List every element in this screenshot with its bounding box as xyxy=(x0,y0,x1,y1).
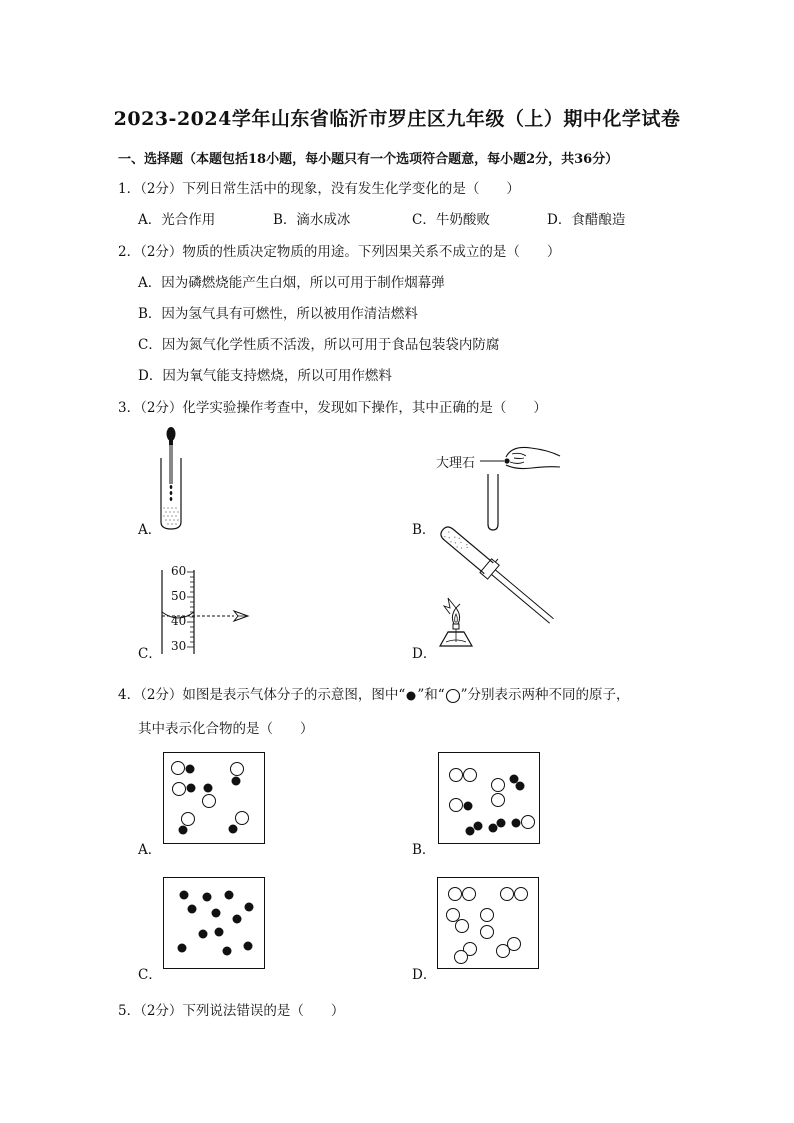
figure-3d-label: D． xyxy=(412,646,437,662)
option-4c-label: C． xyxy=(138,967,162,983)
question-1-option-c: C．牛奶酸败 xyxy=(412,212,490,228)
scale-tick-60: 60 xyxy=(171,564,187,578)
option-4a-label: A． xyxy=(138,842,162,858)
question-1-option-d: D．食醋酿造 xyxy=(547,212,626,228)
marble-label: 大理石 xyxy=(436,456,476,471)
scale-tick-50: 50 xyxy=(171,589,187,603)
question-4-stem-part2: ”和“ xyxy=(417,687,445,703)
molecule-box-a xyxy=(163,752,265,844)
molecule-box-b xyxy=(438,752,540,844)
figure-3b-hand-and-tube xyxy=(476,440,566,532)
figure-3a-label: A． xyxy=(138,522,162,538)
question-1-stem: 1．（2分）下列日常生活中的现象，没有发生化学变化的是（ ） xyxy=(118,181,520,197)
figure-3a-dropper-in-tube xyxy=(150,426,200,532)
scale-tick-40: 40 xyxy=(171,614,187,628)
question-4-stem-part1: 4．（2分）如图是表示气体分子的示意图，图中“ xyxy=(118,687,406,703)
white-atom-icon xyxy=(445,688,461,704)
figure-3b-label: B． xyxy=(412,522,436,538)
molecule-box-d xyxy=(437,877,539,969)
question-2-option-b: B．因为氢气具有可燃性，所以被用作清洁燃料 xyxy=(138,306,418,322)
question-4-stem xyxy=(118,683,630,704)
question-3-stem: 3．（2分）化学实验操作考查中，发现如下操作，其中正确的是（ ） xyxy=(118,400,547,416)
question-1-option-b: B．滴水成冰 xyxy=(273,212,351,228)
molecule-box-c xyxy=(163,877,265,969)
question-2-option-a: A．因为磷燃烧能产生白烟，所以可用于制作烟幕弹 xyxy=(138,275,445,291)
question-5-stem: 5．（2分）下列说法错误的是（ ） xyxy=(118,1003,345,1019)
option-4b-label: B． xyxy=(412,842,436,858)
question-4-stem-part3: ”分别表示两种不同的原子， xyxy=(460,687,630,703)
question-4-stem-line2: 其中表示化合物的是（ ） xyxy=(138,721,314,737)
figure-3c-label: C． xyxy=(138,646,162,662)
question-2-option-c: C．因为氮气化学性质不活泼，所以可用于食品包装袋内防腐 xyxy=(138,337,500,353)
question-2-stem: 2．（2分）物质的性质决定物质的用途。下列因果关系不成立的是（ ） xyxy=(118,244,561,260)
black-atom-icon xyxy=(405,690,417,702)
option-4d-label: D． xyxy=(412,967,437,983)
scale-tick-30: 30 xyxy=(171,639,187,653)
figure-3d-heating-tube xyxy=(428,552,558,662)
section-heading: 一、选择题（本题包括18小题，每小题只有一个选项符合题意，每小题2分，共36分） xyxy=(118,152,619,167)
question-2-option-d: D．因为氧气能支持燃烧，所以可用作燃料 xyxy=(138,368,392,384)
question-1-option-a: A．光合作用 xyxy=(138,212,216,228)
page-title: 2023-2024学年山东省临沂市罗庄区九年级（上）期中化学试卷 xyxy=(113,108,681,130)
